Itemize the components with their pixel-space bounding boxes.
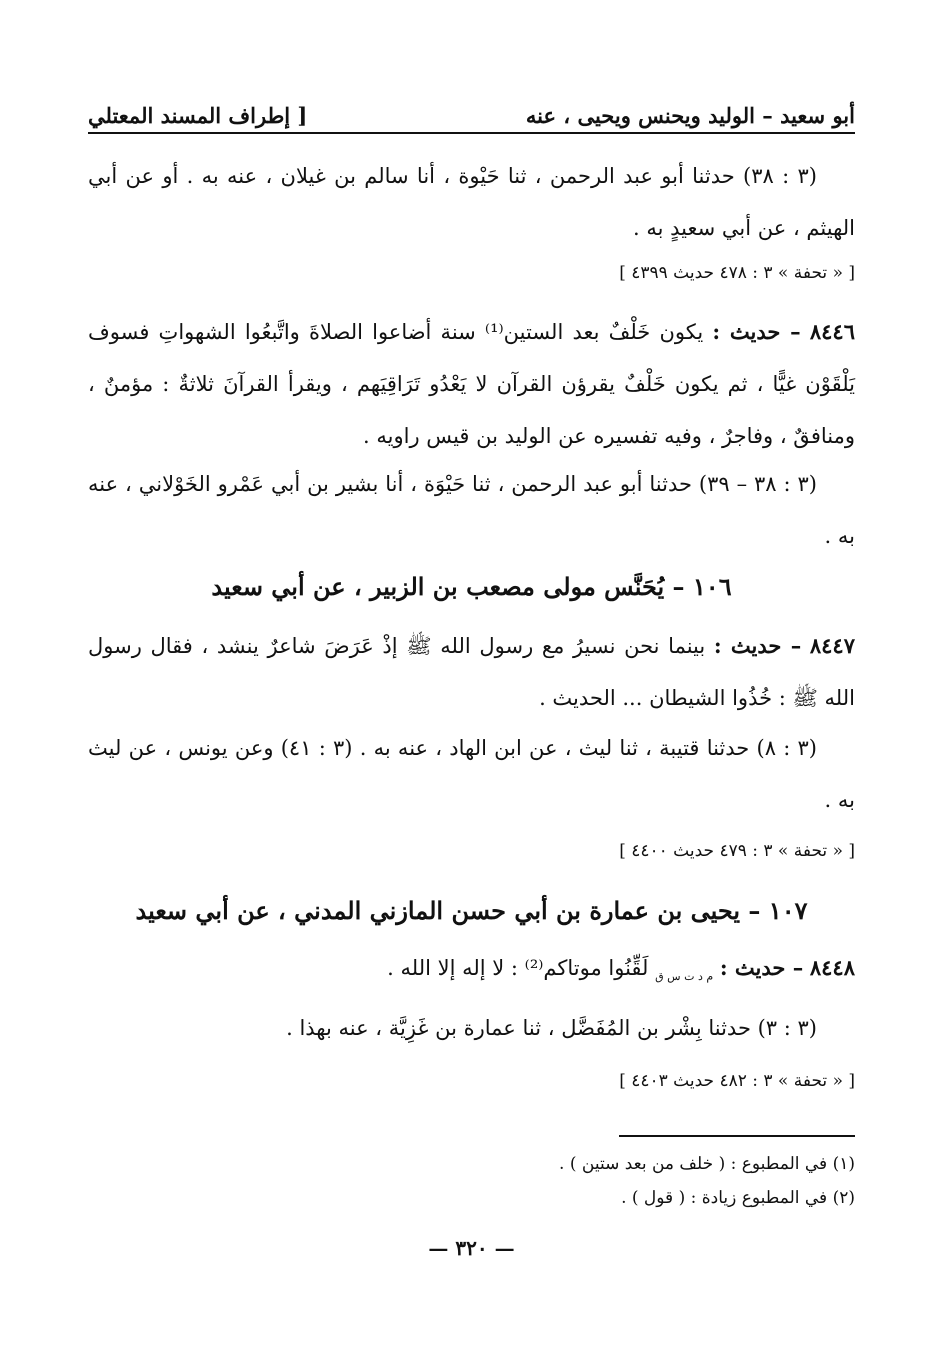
hadith-label: – حديث : (713, 633, 802, 658)
tuhfa-reference-1 (88, 258, 855, 288)
isnad-paragraph-4 (88, 1002, 855, 1054)
header-left-title: [ إطراف المسند المعتلي (88, 103, 308, 128)
hadith-number: ٨٤٤٨ (809, 955, 855, 980)
isnad-text: (٣ : ٣) حدثنا بِشْر بن المُفَضَّل ، ثنا عمارة بن غَزِيَّة ، عنه بهذا . (286, 1016, 817, 1040)
section-heading-107: ١٠٧ – يحيى بن عمارة بن أبي حسن المازني المدني ، عن أبي سعيد (135, 896, 808, 925)
tuhfa-reference-2 (88, 836, 855, 866)
hadith-number: ٨٤٤٦ (809, 319, 855, 344)
tuhfa-text: [ « تحفة » ٣ : ٤٨٢ حديث ٤٤٠٣ ] (619, 1071, 855, 1091)
hadith-8448 (88, 942, 855, 1003)
hadith-sigla: م د ت س ق (655, 970, 714, 984)
hadith-text: لَقِّنُوا موتاكم⁽²⁾ : لا إله إلا الله . (387, 956, 649, 980)
footnote-2: (٢) في المطبوع زيادة : ( قول ) . (621, 1188, 855, 1208)
hadith-text: بينما نحن نسيرُ مع رسول الله ﷺ إذْ عَرَضَ شاعرٌ ينشد ، فقال رسول الله ﷺ : خُذُوا الشيطان ... الحديث . (88, 634, 855, 710)
tuhfa-text: [ « تحفة » ٣ : ٤٧٨ حديث ٤٣٩٩ ] (619, 263, 855, 283)
hadith-number: ٨٤٤٧ (809, 633, 855, 658)
hadith-8446 (88, 306, 855, 462)
section-heading-106: ١٠٦ – يُحَنَّس مولى مصعب بن الزبير ، عن أبي سعيد (211, 572, 732, 601)
footnote-divider (619, 1135, 855, 1137)
tuhfa-reference-3 (88, 1066, 855, 1096)
page-number: — ٣٢٠ — (428, 1236, 515, 1260)
tuhfa-text: [ « تحفة » ٣ : ٤٧٩ حديث ٤٤٠٠ ] (619, 841, 855, 861)
hadith-8447 (88, 620, 855, 724)
isnad-paragraph-3 (88, 722, 855, 826)
footnote-1: (١) في المطبوع : ( خلف من بعد ستين ) . (559, 1154, 855, 1174)
isnad-text: (٣ : ٣٨ – ٣٩) حدثنا أبو عبد الرحمن ، ثنا حَيْوَة ، أنا بشير بن أبي عَمْرو الخَوْلاني ، عنه به . (88, 472, 855, 548)
isnad-paragraph-1 (88, 150, 855, 254)
header-right-title: أبو سعيد – الوليد ويحنس ويحيى ، عنه (525, 103, 855, 128)
hadith-text: يكون خَلْفٌ بعد الستين⁽¹⁾ سنة أضاعوا الصلاةَ واتَّبعُوا الشهواتِ فسوف يَلْقَوْن غيًّا ، ثم يكون خَلْفٌ يقرؤن القرآن لا يَعْدُو تَرَاقِيَهم ، ويقرأ القرآنَ ثلاثةٌ : مؤمنٌ ، ومنافقٌ ، وفاجرٌ ، وفيه تفسيره عن الوليد بن قيس راويه . (88, 320, 855, 448)
hadith-label: – حديث : (712, 319, 801, 344)
running-header (88, 92, 855, 128)
isnad-text: (٣ : ٨) حدثنا قتيبة ، ثنا ليث ، عن ابن الهاد ، عنه به . (٣ : ٤١) وعن يونس ، عن ليث به . (88, 736, 855, 812)
isnad-text: (٣ : ٣٨) حدثنا أبو عبد الرحمن ، ثنا حَيْوة ، أنا سالم بن غيلان ، عنه به . أو عن أبي الهيثم ، عن أبي سعيدٍ به . (88, 164, 855, 240)
isnad-paragraph-2 (88, 458, 855, 562)
header-divider (88, 132, 855, 134)
hadith-label: – حديث : (719, 955, 804, 980)
